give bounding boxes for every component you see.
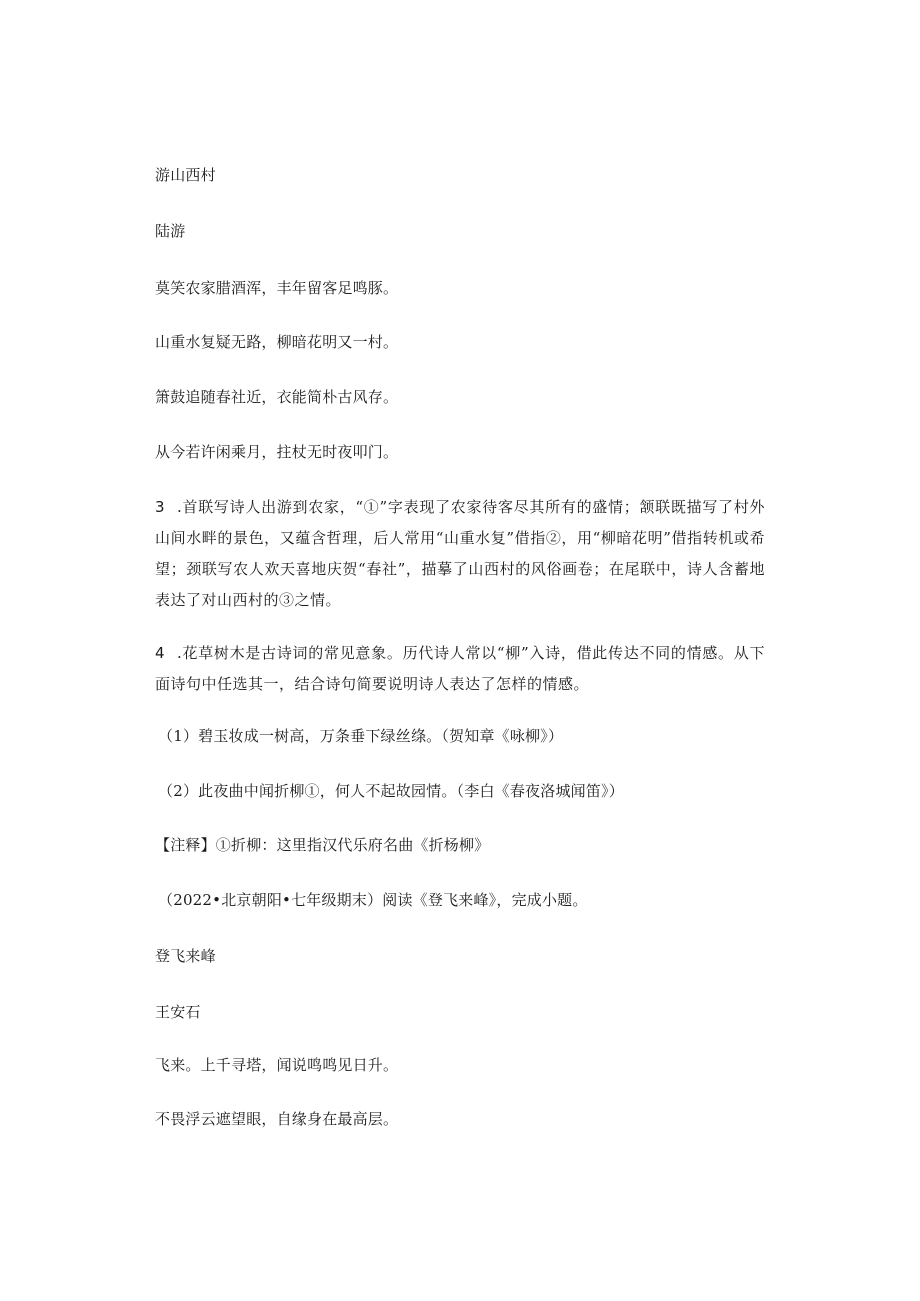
question-4	[155, 638, 765, 700]
section-intro: （2022•北京朝阳•七年级期末）阅读《登飞来峰》，完成小题。	[158, 891, 588, 909]
question-option: （1）碧玉妆成一树高，万条垂下绿丝绦。（贺知章《咏柳》）	[158, 727, 564, 745]
question-number: 4	[155, 644, 166, 662]
question-number: 3	[155, 498, 166, 516]
poem-title: 游山西村	[155, 166, 216, 184]
question-option: （2）此夜曲中闻折柳①，何人不起故园情。（李白《春夜洛城闻笛》）	[158, 782, 624, 800]
poem-line: 不畏浮云遮望眼，自缘身在最高层。	[155, 1110, 399, 1128]
poem-author: 王安石	[155, 1003, 201, 1021]
poem-line: 从今若许闲乘月，拄杖无时夜叩门。	[155, 443, 399, 461]
poem-title: 登飞来峰	[155, 947, 216, 965]
poem-line: 箫鼓追随春社近，衣能简朴古风存。	[155, 388, 399, 406]
poem-author: 陆游	[155, 222, 186, 240]
question-text: .花草树木是古诗词的常见意象。历代诗人常以“柳”入诗，借此传达不同的情感。从下面诗句中任选其一，结合诗句简要说明诗人表达了怎样的情感。	[155, 644, 765, 693]
question-3	[155, 492, 765, 616]
poem-line: 飞来。上千寻塔，闻说鸣鸣见日升。	[155, 1056, 399, 1074]
poem-line: 山重水复疑无路，柳暗花明又一村。	[155, 333, 399, 351]
poem-line: 莫笑农家腊酒浑，丰年留客足鸣豚。	[155, 279, 399, 297]
annotation-note: 【注释】①折柳：这里指汉代乐府名曲《折杨柳》	[155, 836, 490, 854]
question-text: .首联写诗人出游到农家，“①”字表现了农家待客尽其所有的盛情；颔联既描写了村外山间水畔的景色，又蕴含哲理，后人常用“山重水复”借指②，用“柳暗花明”借指转机或希望；颈联写农人欢天喜地庆贺“春社”，描摹了山西村的风俗画卷；在尾联中，诗人含蓄地表达了对山西村的③之情。	[155, 498, 765, 609]
